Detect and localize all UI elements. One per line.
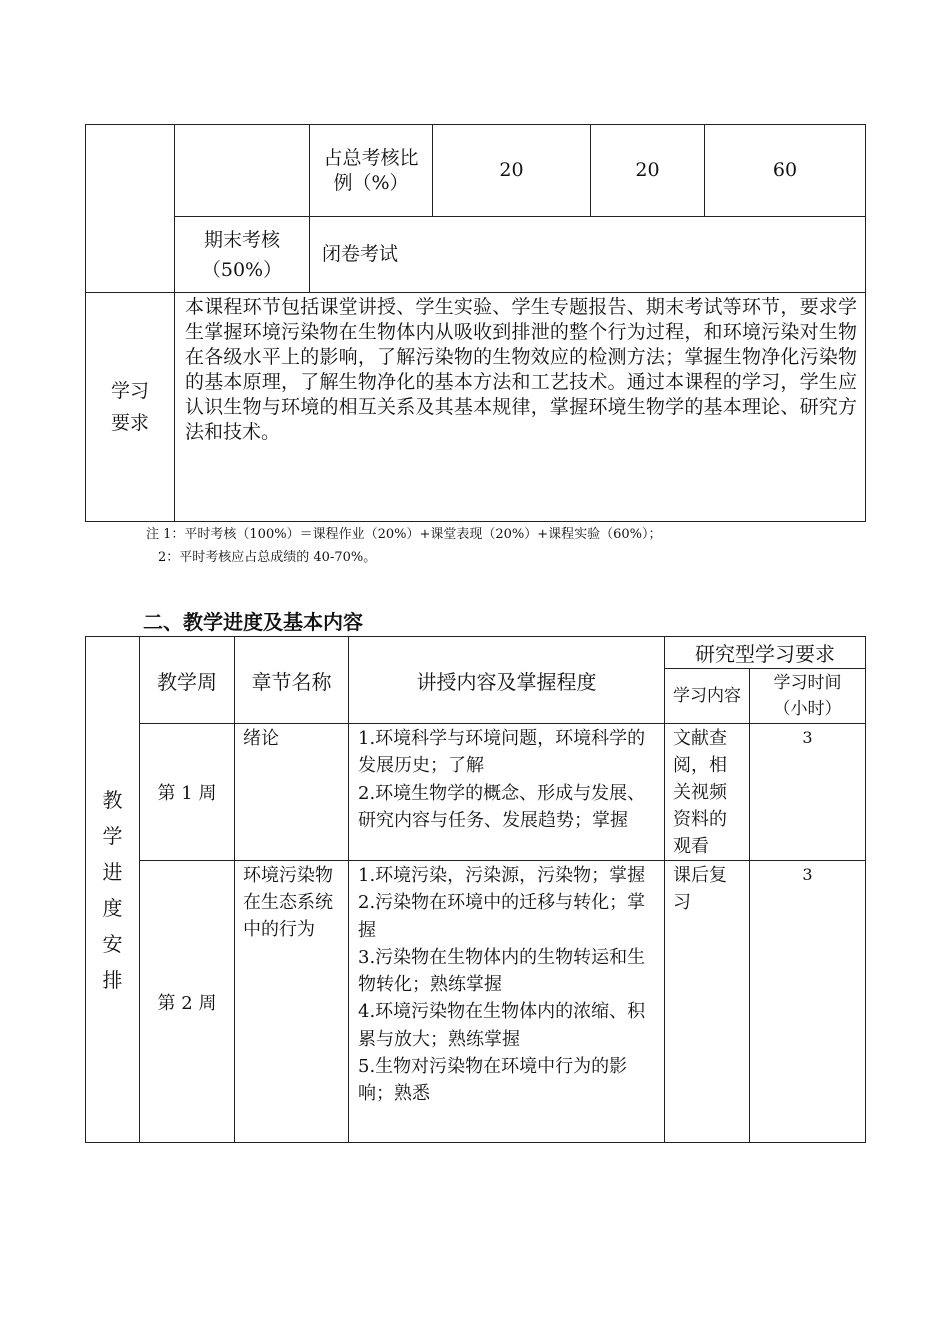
schedule-side-label: 教学进度安排 — [86, 637, 140, 1143]
study-content-cell: 文献查阅，相关视频资料的观看 — [665, 724, 750, 861]
header-chapter: 章节名称 — [235, 637, 349, 724]
table-row — [86, 861, 866, 1143]
content-item: 2.污染物在环境中的迁移与转化；掌握 — [358, 892, 646, 941]
header-week: 教学周 — [140, 637, 235, 724]
ratio-label: 占总考核比例（%） — [310, 125, 433, 217]
note-1: 注 1：平时考核（100%）＝课程作业（20%）+课堂表现（20%）+课程实验（60%）； — [146, 527, 662, 542]
header-research: 研究型学习要求 — [665, 637, 866, 669]
ratio-value-2: 20 — [591, 125, 705, 217]
content-item: 5.生物对污染物在环境中行为的影响；熟悉 — [358, 1056, 628, 1105]
note-2: 2：平时考核应占总成绩的 40-70%。 — [158, 550, 377, 565]
ratio-value-3: 60 — [705, 125, 866, 217]
table-row — [86, 724, 866, 861]
week-cell: 第 2 周 — [140, 861, 235, 1143]
chapter-cell: 绪论 — [235, 724, 349, 861]
study-hours-cell: 3 — [750, 861, 866, 1143]
content-cell — [349, 861, 665, 1143]
content-item: 1.环境污染，污染源，污染物；掌握 — [358, 865, 646, 886]
chapter-cell: 环境污染物在生态系统中的行为 — [235, 861, 349, 1143]
content-item: 1.环境科学与环境问题，环境科学的发展历史；了解 — [358, 728, 646, 777]
header-study-content: 学习内容 — [665, 669, 750, 724]
content-item: 3.污染物在生物体内的生物转运和生物转化；熟练掌握 — [358, 946, 646, 996]
content-cell — [349, 724, 665, 861]
final-exam-method: 闭卷考试 — [310, 217, 866, 293]
section-heading: 二、教学进度及基本内容 — [143, 610, 363, 634]
schedule-table — [85, 636, 866, 1143]
header-content: 讲授内容及掌握程度 — [349, 637, 665, 724]
assessment-table — [85, 124, 866, 522]
final-exam-label: 期末考核（50%） — [175, 217, 310, 293]
content-item: 2.环境生物学的概念、形成与发展、研究内容与任务、发展趋势；掌握 — [358, 782, 646, 831]
content-item: 4.环境污染物在生物体内的浓缩、积累与放大；熟练掌握 — [358, 1001, 646, 1050]
study-hours-cell: 3 — [750, 724, 866, 861]
empty-cell — [86, 125, 175, 293]
study-content-cell: 课后复习 — [665, 861, 750, 1143]
week-cell: 第 1 周 — [140, 724, 235, 861]
requirements-label: 学习要求 — [86, 293, 175, 522]
ratio-value-1: 20 — [433, 125, 591, 217]
empty-cell — [175, 125, 310, 217]
header-study-hours: 学习时间（小时） — [750, 669, 866, 724]
requirements-text: 本课程环节包括课堂讲授、学生实验、学生专题报告、期末考试等环节，要求学生掌握环境污染物在生物体内从吸收到排泄的整个行为过程，和环境污染对生物在各级水平上的影响，了解污染物的生物效应的检测方法；掌握生物净化污染物的基本原理，了解生物净化的基本方法和工艺技术。通过本课程的学习，学生应认识生物与环境的相互关系及其基本规律，掌握环境生物学的基本理论、研究方法和技术。 — [175, 293, 866, 522]
